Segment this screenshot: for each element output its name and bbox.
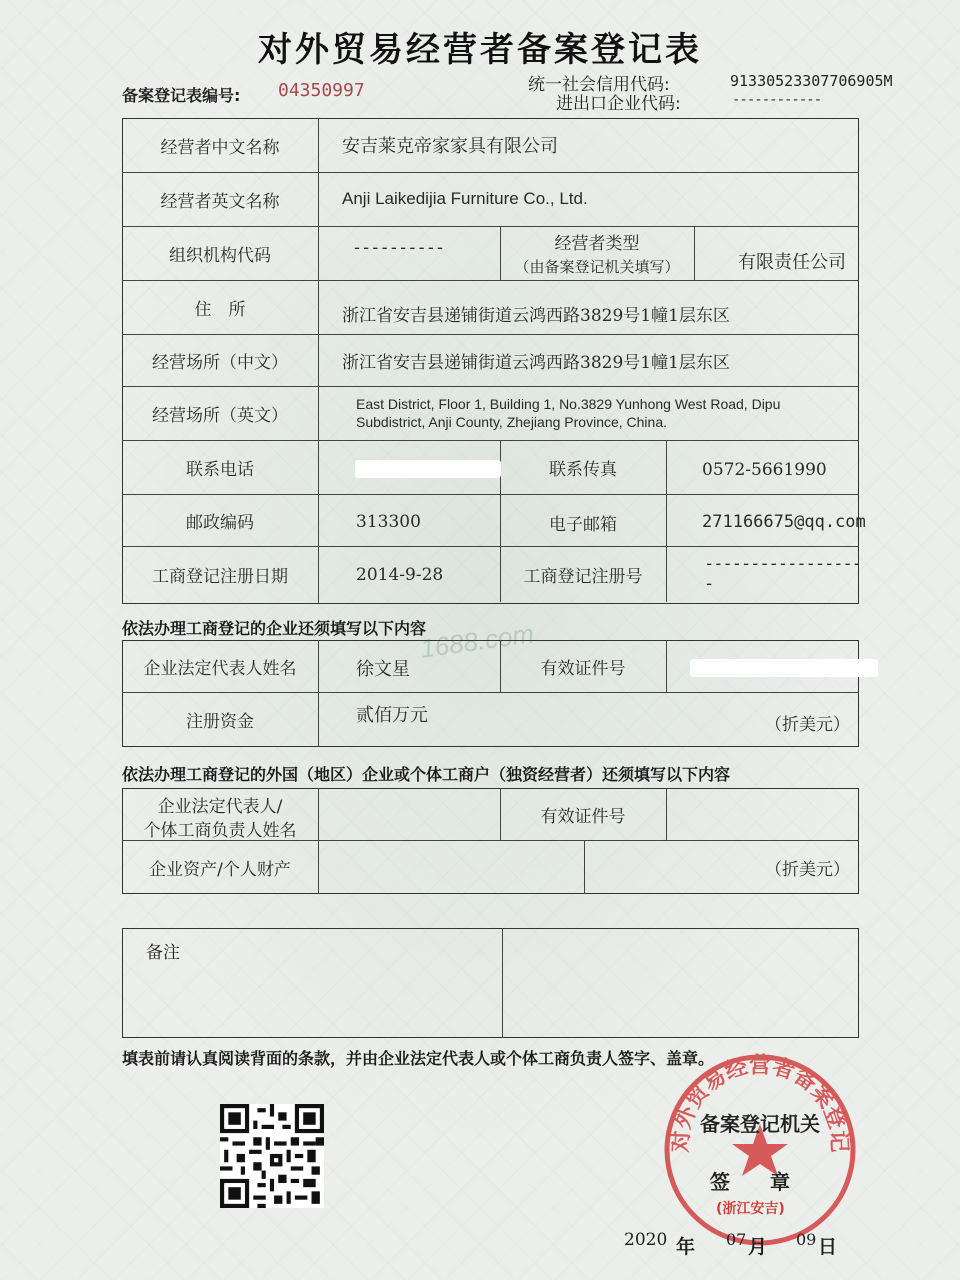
phone-label: 联系电话 — [186, 459, 254, 480]
reg-form-number-label: 备案登记表编号: — [122, 86, 241, 105]
phone-redacted — [355, 460, 501, 478]
ie-code-label: 进出口企业代码: — [556, 94, 681, 114]
fax-label: 联系传真 — [549, 459, 617, 480]
place-cn-label: 经营场所（中文） — [152, 352, 288, 373]
assets-usd-note: （折美元） — [765, 859, 850, 880]
legal-rep-id-redacted — [690, 659, 878, 677]
rep-label-line2: 个体工商负责人姓名 — [143, 820, 297, 841]
postcode-value: 313300 — [356, 512, 421, 532]
org-code-label: 组织机构代码 — [169, 245, 271, 266]
operator-type-value: 有限责任公司 — [738, 252, 846, 273]
section2-heading: 依法办理工商登记的企业还须填写以下内容 — [122, 619, 427, 638]
email-value: 271166675@qq.com — [702, 512, 866, 532]
ie-code-value: ------------ — [732, 92, 822, 108]
operator-type-label-1: 经营者类型 — [554, 233, 640, 254]
reg-form-number-value: 04350997 — [278, 80, 365, 101]
date-month: 07 — [726, 1230, 747, 1249]
reg-date-value: 2014-9-28 — [356, 565, 444, 585]
sign-label: 签 章 — [710, 1170, 790, 1194]
legal-rep-id-label: 有效证件号 — [540, 658, 626, 679]
date-day: 09 — [796, 1230, 817, 1249]
en-name-value: Anji Laikedijia Furniture Co., Ltd. — [342, 189, 588, 208]
address-label: 住 所 — [194, 299, 246, 320]
authority-label: 备案登记机关 — [700, 1112, 820, 1136]
reg-date-label: 工商登记注册日期 — [152, 566, 288, 587]
remarks-box — [122, 928, 859, 1038]
capital-label: 注册资金 — [186, 711, 254, 732]
stamp-location: (浙江安吉) — [716, 1201, 785, 1217]
section3-heading: 依法办理工商登记的外国（地区）企业或个体工商户（独资经营者）还须填写以下内容 — [122, 765, 731, 784]
legal-rep-label: 企业法定代表人姓名 — [143, 658, 297, 679]
cn-name-value: 安吉莱克帝家家具有限公司 — [342, 136, 558, 157]
footer-note: 填表前请认真阅读背面的条款，并由企业法定代表人或个体工商负责人签字、盖章。 — [122, 1049, 715, 1068]
assets-label: 企业资产/个人财产 — [149, 859, 291, 880]
section3-id-label: 有效证件号 — [540, 806, 626, 827]
date-month-char: 月 — [748, 1236, 768, 1258]
date-year-char: 年 — [676, 1236, 696, 1258]
date-day-char: 日 — [818, 1236, 838, 1258]
biz-reg-no-value: ------------------ — [704, 554, 861, 594]
official-seal-stamp — [660, 1050, 860, 1250]
fax-value: 0572-5661990 — [702, 460, 827, 480]
qr-code — [220, 1104, 324, 1208]
watermark: 1688.com — [418, 618, 536, 664]
en-name-label: 经营者英文名称 — [160, 191, 280, 212]
place-en-value: East District, Floor 1, Building 1, No.3829 Yunhong West Road, Dipu Subdistrict, Anji County, Zhejiang Province, China. — [356, 396, 781, 430]
biz-reg-no-label: 工商登记注册号 — [523, 566, 643, 587]
address-value: 浙江省安吉县递铺街道云鸿西路3829号1幢1层东区 — [342, 305, 730, 326]
capital-value: 贰佰万元 — [356, 705, 428, 726]
document-title: 对外贸易经营者备案登记表 — [258, 30, 702, 70]
date-year: 2020 — [624, 1230, 668, 1250]
operator-type-label-2: （由备案登记机关填写） — [514, 257, 680, 276]
credit-code-label: 统一社会信用代码: — [528, 75, 670, 95]
email-label: 电子邮箱 — [549, 514, 617, 535]
place-cn-value: 浙江省安吉县递铺街道云鸿西路3829号1幢1层东区 — [342, 352, 730, 373]
rep-label-line1: 企业法定代表人/ — [157, 796, 283, 817]
remarks-label: 备注 — [146, 943, 180, 963]
cn-name-label: 经营者中文名称 — [160, 137, 280, 158]
place-en-label: 经营场所（英文） — [152, 405, 288, 426]
org-code-value: ---------- — [351, 238, 445, 258]
capital-usd-note: （折美元） — [765, 714, 850, 735]
postcode-label: 邮政编码 — [186, 512, 254, 533]
stamp-ring-text: 对外贸易经营者备案登记 — [668, 1053, 852, 1153]
credit-code-value: 91330523307706905M — [730, 72, 893, 90]
legal-rep-value: 徐文星 — [356, 659, 410, 680]
